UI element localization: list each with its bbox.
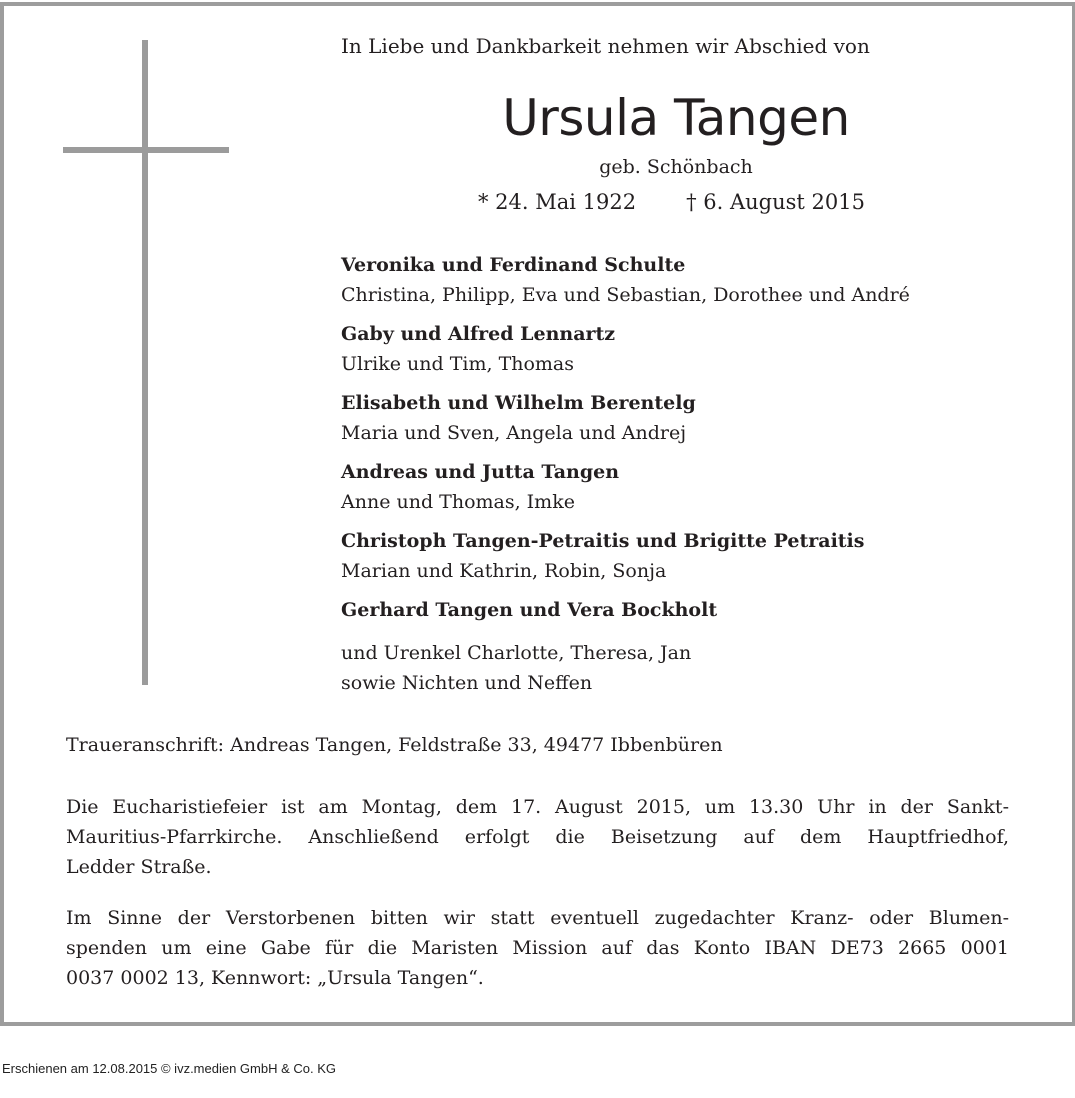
family-group-members: Maria und Sven, Angela und Andrej [341, 422, 687, 444]
donation-line: 0037 0002 13, Kennwort: „Ursula Tangen“. [66, 967, 484, 989]
extra-line: und Urenkel Charlotte, Theresa, Jan [341, 642, 692, 664]
intro-text: In Liebe und Dankbarkeit nehmen wir Abschied von [341, 34, 870, 58]
family-group-head: Gerhard Tangen und Vera Bockholt [341, 599, 718, 621]
donation-line: spenden um eine Gabe für die Maristen Mission auf das Konto IBAN DE73 2665 0001 [66, 937, 1009, 959]
death-date: † 6. August 2015 [686, 190, 865, 214]
family-group-members: Ulrike und Tim, Thomas [341, 353, 575, 375]
mourning-address: Traueranschrift: Andreas Tangen, Feldstraße 33, 49477 Ibbenbüren [66, 734, 723, 756]
service-line: Die Eucharistiefeier ist am Montag, dem 17. August 2015, um 13.30 Uhr in der Sankt- [66, 796, 1009, 818]
birth-date: * 24. Mai 1922 [478, 190, 637, 214]
family-group [341, 250, 1041, 310]
family-group-members: Marian und Kathrin, Robin, Sonja [341, 560, 667, 582]
family-group [341, 319, 1041, 379]
family-group [341, 526, 1041, 586]
deceased-name: Ursula Tangen [502, 89, 850, 147]
family-group-members: Christina, Philipp, Eva und Sebastian, Dorothee und André [341, 284, 910, 306]
service-paragraph [66, 792, 1009, 882]
extra-line: sowie Nichten und Neffen [341, 672, 593, 694]
family-group-head: Elisabeth und Wilhelm Berentelg [341, 392, 696, 414]
cross-icon-vertical-bar [142, 40, 148, 685]
family-list [341, 250, 1041, 625]
donation-paragraph [66, 903, 1009, 993]
family-group [341, 595, 1041, 625]
service-line: Mauritius-Pfarrkirche. Anschließend erfolgt die Beisetzung auf dem Hauptfriedhof, [66, 826, 1009, 848]
family-group-members: Anne und Thomas, Imke [341, 491, 575, 513]
family-group-head: Christoph Tangen-Petraitis und Brigitte Petraitis [341, 530, 865, 552]
family-group-head: Andreas und Jutta Tangen [341, 461, 620, 483]
publication-footer: Erschienen am 12.08.2015 © ivz.medien GmbH & Co. KG [2, 1061, 337, 1076]
life-dates [478, 188, 865, 216]
extra-relatives [341, 638, 691, 698]
cross-icon-horizontal-bar [63, 147, 229, 153]
donation-line: Im Sinne der Verstorbenen bitten wir statt eventuell zugedachter Kranz- oder Blumen- [66, 907, 1009, 929]
family-group-head: Veronika und Ferdinand Schulte [341, 254, 686, 276]
birth-name: geb. Schönbach [599, 156, 753, 178]
family-group [341, 457, 1041, 517]
service-line: Ledder Straße. [66, 856, 212, 878]
family-group-head: Gaby und Alfred Lennartz [341, 323, 616, 345]
family-group [341, 388, 1041, 448]
